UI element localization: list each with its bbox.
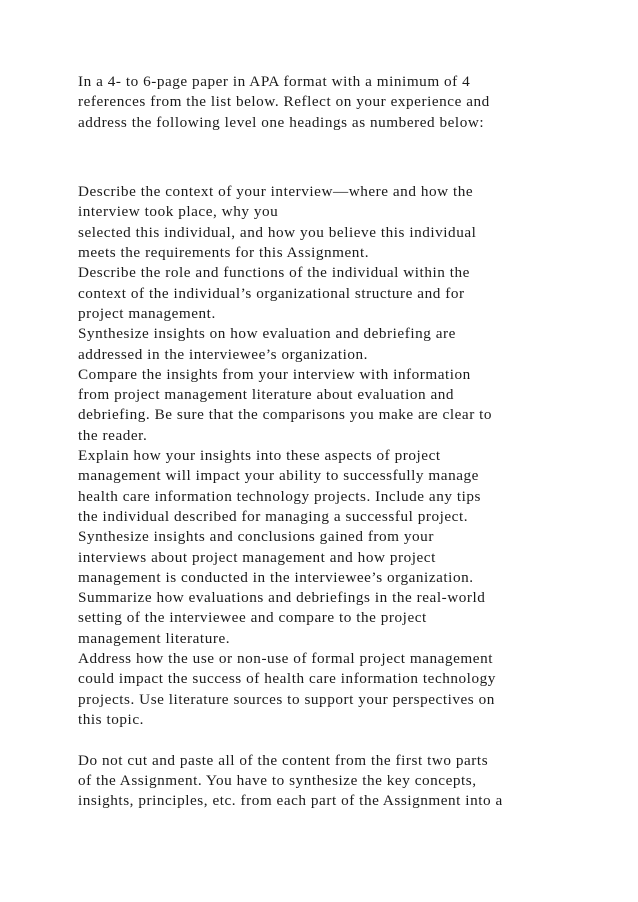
text-line: Summarize how evaluations and debriefings in the real-world [78,589,486,607]
text-line: references from the list below. Reflect on your experience and [78,93,490,111]
text-line: this topic. [78,710,144,728]
text-line: health care information technology projects. Include any tips [78,487,481,505]
text-line: interview took place, why you [78,203,279,221]
intro-paragraph [78,72,578,133]
text-line: insights, principles, etc. from each part of the Assignment into a [78,792,503,810]
closing-paragraph [78,751,578,812]
text-line: from project management literature about evaluation and [78,386,455,404]
text-line: Address how the use or non-use of formal project management [78,650,493,668]
text-line: address the following level one headings as numbered below: [78,113,485,131]
text-line: interviews about project management and how project [78,548,436,566]
paragraph-gap [78,153,578,182]
text-line: could impact the success of health care information technology [78,670,496,688]
text-line: of the Assignment. You have to synthesize the key concepts, [78,771,477,789]
text-line: management literature. [78,629,231,647]
text-line: project management. [78,304,216,322]
text-line: Synthesize insights on how evaluation and debriefing are [78,325,456,343]
text-line: Compare the insights from your interview with information [78,365,471,383]
text-line: Describe the context of your interview—where and how the [78,183,474,201]
text-line: Do not cut and paste all of the content from the first two parts [78,751,489,769]
text-line: the individual described for managing a successful project. [78,507,469,525]
text-line: Explain how your insights into these aspects of project [78,447,441,465]
text-line: setting of the interviewee and compare to the project [78,609,427,627]
text-line: management will impact your ability to successfully manage [78,467,479,485]
text-line: debriefing. Be sure that the comparisons you make are clear to [78,406,493,424]
text-line: projects. Use literature sources to support your perspectives on [78,690,495,708]
paragraph-gap [78,133,578,153]
headings-list [78,182,578,730]
document-text [78,72,578,811]
text-line: management is conducted in the interviewee’s organization. [78,568,474,586]
text-line: context of the individual’s organizational structure and for [78,284,465,302]
text-line: Synthesize insights and conclusions gained from your [78,528,434,546]
text-line: addressed in the interviewee’s organization. [78,345,369,363]
text-line: selected this individual, and how you believe this individual [78,223,477,241]
paragraph-gap [78,730,578,750]
text-line: the reader. [78,426,148,444]
text-line: meets the requirements for this Assignment. [78,244,370,262]
text-line: In a 4- to 6-page paper in APA format with a minimum of 4 [78,73,471,90]
text-line: Describe the role and functions of the individual within the [78,264,470,282]
